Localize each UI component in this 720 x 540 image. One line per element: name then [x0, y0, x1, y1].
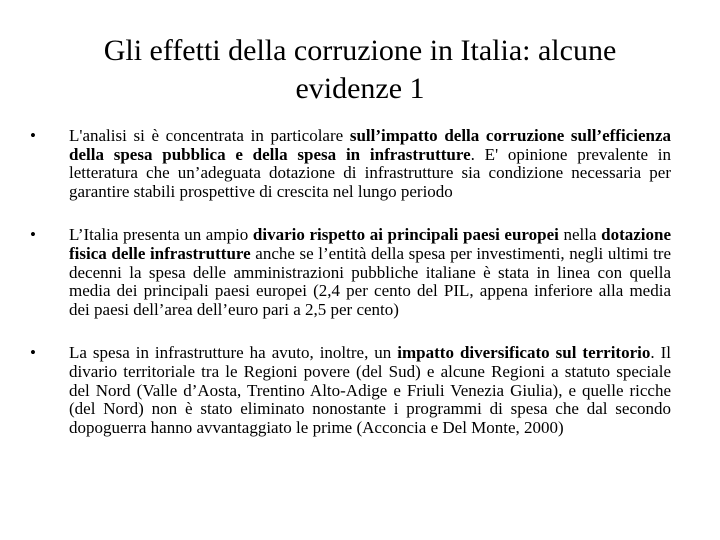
bullet-item [30, 226, 671, 319]
bullet-text-segment: La spesa in infrastrutture ha avuto, inoltre, un [69, 343, 398, 363]
bullet-text-bold-segment: impatto diversificato sul territorio [397, 343, 651, 363]
bullet-text [69, 126, 671, 201]
bullet-text-bold-segment: sull’impatto della corruzione sull’efficienza della spesa pubblica e della spesa in infrastrutture [69, 126, 671, 164]
bullet-text [69, 343, 671, 436]
bullet-text-segment: L’Italia presenta un ampio [69, 225, 253, 245]
bullet-item [30, 127, 671, 201]
bullet-marker: • [30, 126, 36, 145]
bullet-item [30, 344, 671, 437]
slide-title-line-1: Gli effetti della corruzione in Italia: alcune [103, 34, 617, 67]
bullet-text [69, 225, 671, 318]
bullet-text-segment: . Il divario territoriale tra le Regioni povere (del Sud) e alcune Regioni a statuto speciale del Nord (Valle d’Aosta, Trentino Alto-Adige e Friuli Venezia Giulia), e quelle ricche (del Nord) non è stato eliminato nonostante i programmi di spesa che dal secondo dopoguerra hanno avvantaggiato le prime (Acconcia e Del Monte, 2000) [69, 343, 671, 437]
slide-title [60, 32, 660, 108]
bullet-text-segment: L'analisi si è concentrata in particolare [69, 126, 350, 145]
bullet-list [30, 127, 671, 437]
bullet-text-bold-segment: dotazione fisica delle infrastrutture [69, 225, 671, 263]
bullet-marker: • [30, 343, 36, 363]
bullet-text-segment: . E' opinione prevalente in letteratura che un’adeguata dotazione di infrastrutture sia condizione necessaria per garantire stabili prospettive di crescita nel lungo periodo [69, 144, 671, 201]
bullet-text-bold-segment: divario rispetto ai principali paesi europei [252, 225, 559, 245]
bullet-text-segment: anche se l’entità della spesa per investimenti, negli ultimi tre decenni la spesa delle amministrazioni pubbliche italiane è stata in linea con quella media dei principali paesi europei (2,4 per cento del PIL, appena inferiore alla media dei paesi dell’area dell’euro pari a 2,5 per cento) [69, 243, 672, 319]
bullet-marker: • [30, 225, 36, 245]
slide-title-line-2: evidenze 1 [295, 72, 425, 105]
bullet-text-segment: nella [558, 225, 602, 245]
